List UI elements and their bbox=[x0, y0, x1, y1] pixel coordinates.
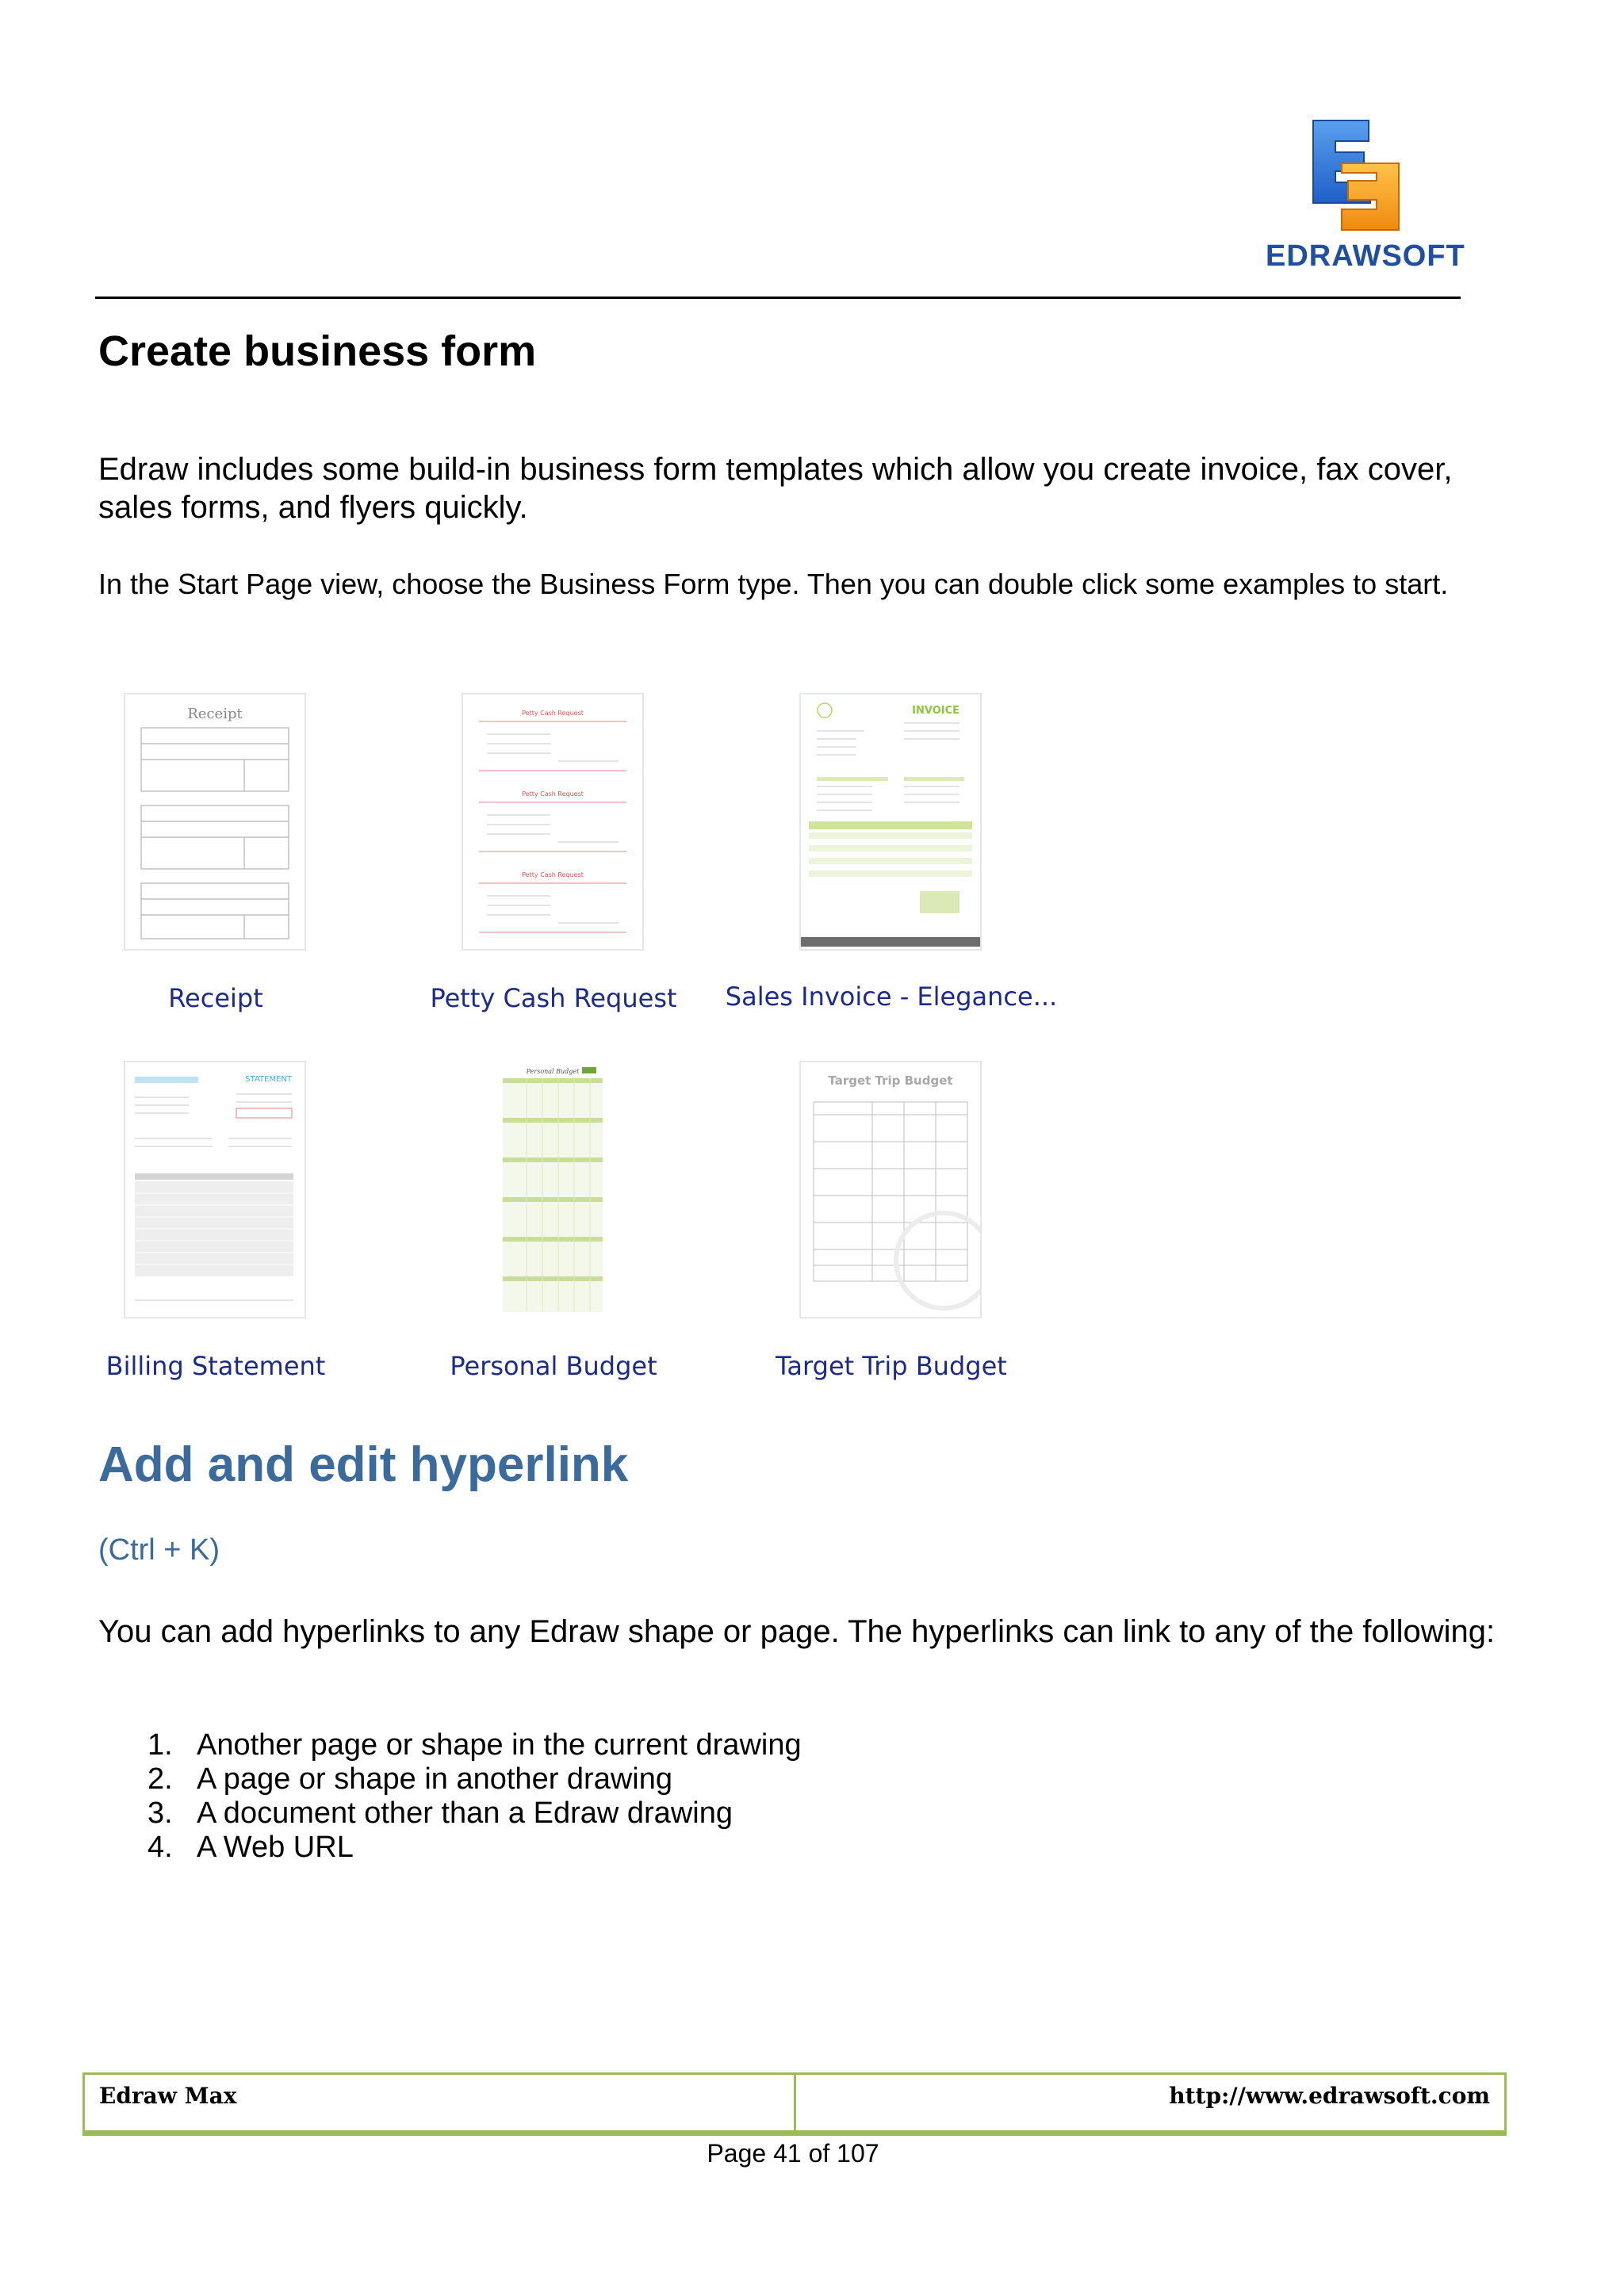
svg-text:Petty Cash Request: Petty Cash Request bbox=[522, 871, 584, 878]
list-item: 2. A page or shape in another drawing bbox=[147, 1762, 672, 1796]
template-label-sales-invoice[interactable]: Sales Invoice - Elegance... bbox=[725, 982, 1058, 1012]
list-item: 4. A Web URL bbox=[147, 1831, 354, 1864]
page-footer bbox=[82, 2072, 1507, 2136]
brand-name: EDRAWSOFT bbox=[1266, 239, 1465, 273]
petty-cash-preview-icon bbox=[463, 695, 642, 949]
hyperlink-paragraph: You can add hyperlinks to any Edraw shape or page. The hyperlinks can link to any of the following: bbox=[98, 1614, 1496, 1649]
template-thumbnail-receipt[interactable] bbox=[124, 693, 306, 951]
svg-text:INVOICE: INVOICE bbox=[912, 705, 959, 717]
template-label-receipt[interactable]: Receipt bbox=[168, 983, 263, 1013]
invoice-preview-icon bbox=[801, 695, 980, 949]
svg-text:Petty Cash Request: Petty Cash Request bbox=[522, 790, 584, 798]
template-label-personal-budget[interactable]: Personal Budget bbox=[450, 1351, 657, 1381]
footer-website-link[interactable]: http://www.edrawsoft.com bbox=[1169, 2083, 1490, 2109]
template-thumbnail-petty-cash-request[interactable] bbox=[462, 693, 644, 951]
receipt-preview-icon bbox=[125, 695, 304, 949]
budget-preview-icon bbox=[463, 1062, 642, 1317]
page-number: Page 41 of 107 bbox=[707, 2139, 879, 2168]
template-thumbnail-billing-statement[interactable] bbox=[124, 1061, 306, 1318]
footer-product-name: Edraw Max bbox=[85, 2075, 796, 2130]
template-thumbnail-sales-invoice[interactable] bbox=[799, 693, 982, 951]
header-divider bbox=[95, 297, 1461, 299]
template-label-billing-statement[interactable]: Billing Statement bbox=[105, 1351, 326, 1381]
template-label-target-trip-budget[interactable]: Target Trip Budget bbox=[776, 1351, 1007, 1381]
svg-text:Petty Cash Request: Petty Cash Request bbox=[522, 710, 584, 717]
statement-preview-icon bbox=[125, 1062, 304, 1317]
template-label-petty-cash-request[interactable]: Petty Cash Request bbox=[430, 983, 677, 1013]
section-title-hyperlink: Add and edit hyperlink bbox=[98, 1437, 629, 1492]
section-title-business-form: Create business form bbox=[98, 327, 537, 375]
template-thumbnail-personal-budget[interactable] bbox=[462, 1061, 644, 1318]
list-item: 1. Another page or shape in the current drawing bbox=[147, 1728, 802, 1762]
svg-text:STATEMENT: STATEMENT bbox=[245, 1075, 292, 1084]
keyboard-shortcut: (Ctrl + K) bbox=[98, 1533, 220, 1567]
template-thumbnail-target-trip-budget[interactable] bbox=[799, 1061, 982, 1318]
svg-text:Personal Budget: Personal Budget bbox=[526, 1068, 580, 1075]
hyperlink-target-list bbox=[98, 1728, 802, 1865]
svg-text:Receipt: Receipt bbox=[187, 706, 243, 722]
list-item: 3. A document other than a Edraw drawing bbox=[147, 1797, 733, 1830]
intro-paragraph: Edraw includes some build-in business form templates which allow you create invoice, fax cover, sales forms, and flyers quickly. bbox=[98, 452, 1453, 525]
svg-text:Target Trip Budget: Target Trip Budget bbox=[828, 1073, 953, 1088]
instruction-paragraph: In the Start Page view, choose the Business Form type. Then you can double click some examples to start. bbox=[98, 568, 1449, 600]
trip-budget-preview-icon bbox=[801, 1062, 980, 1317]
